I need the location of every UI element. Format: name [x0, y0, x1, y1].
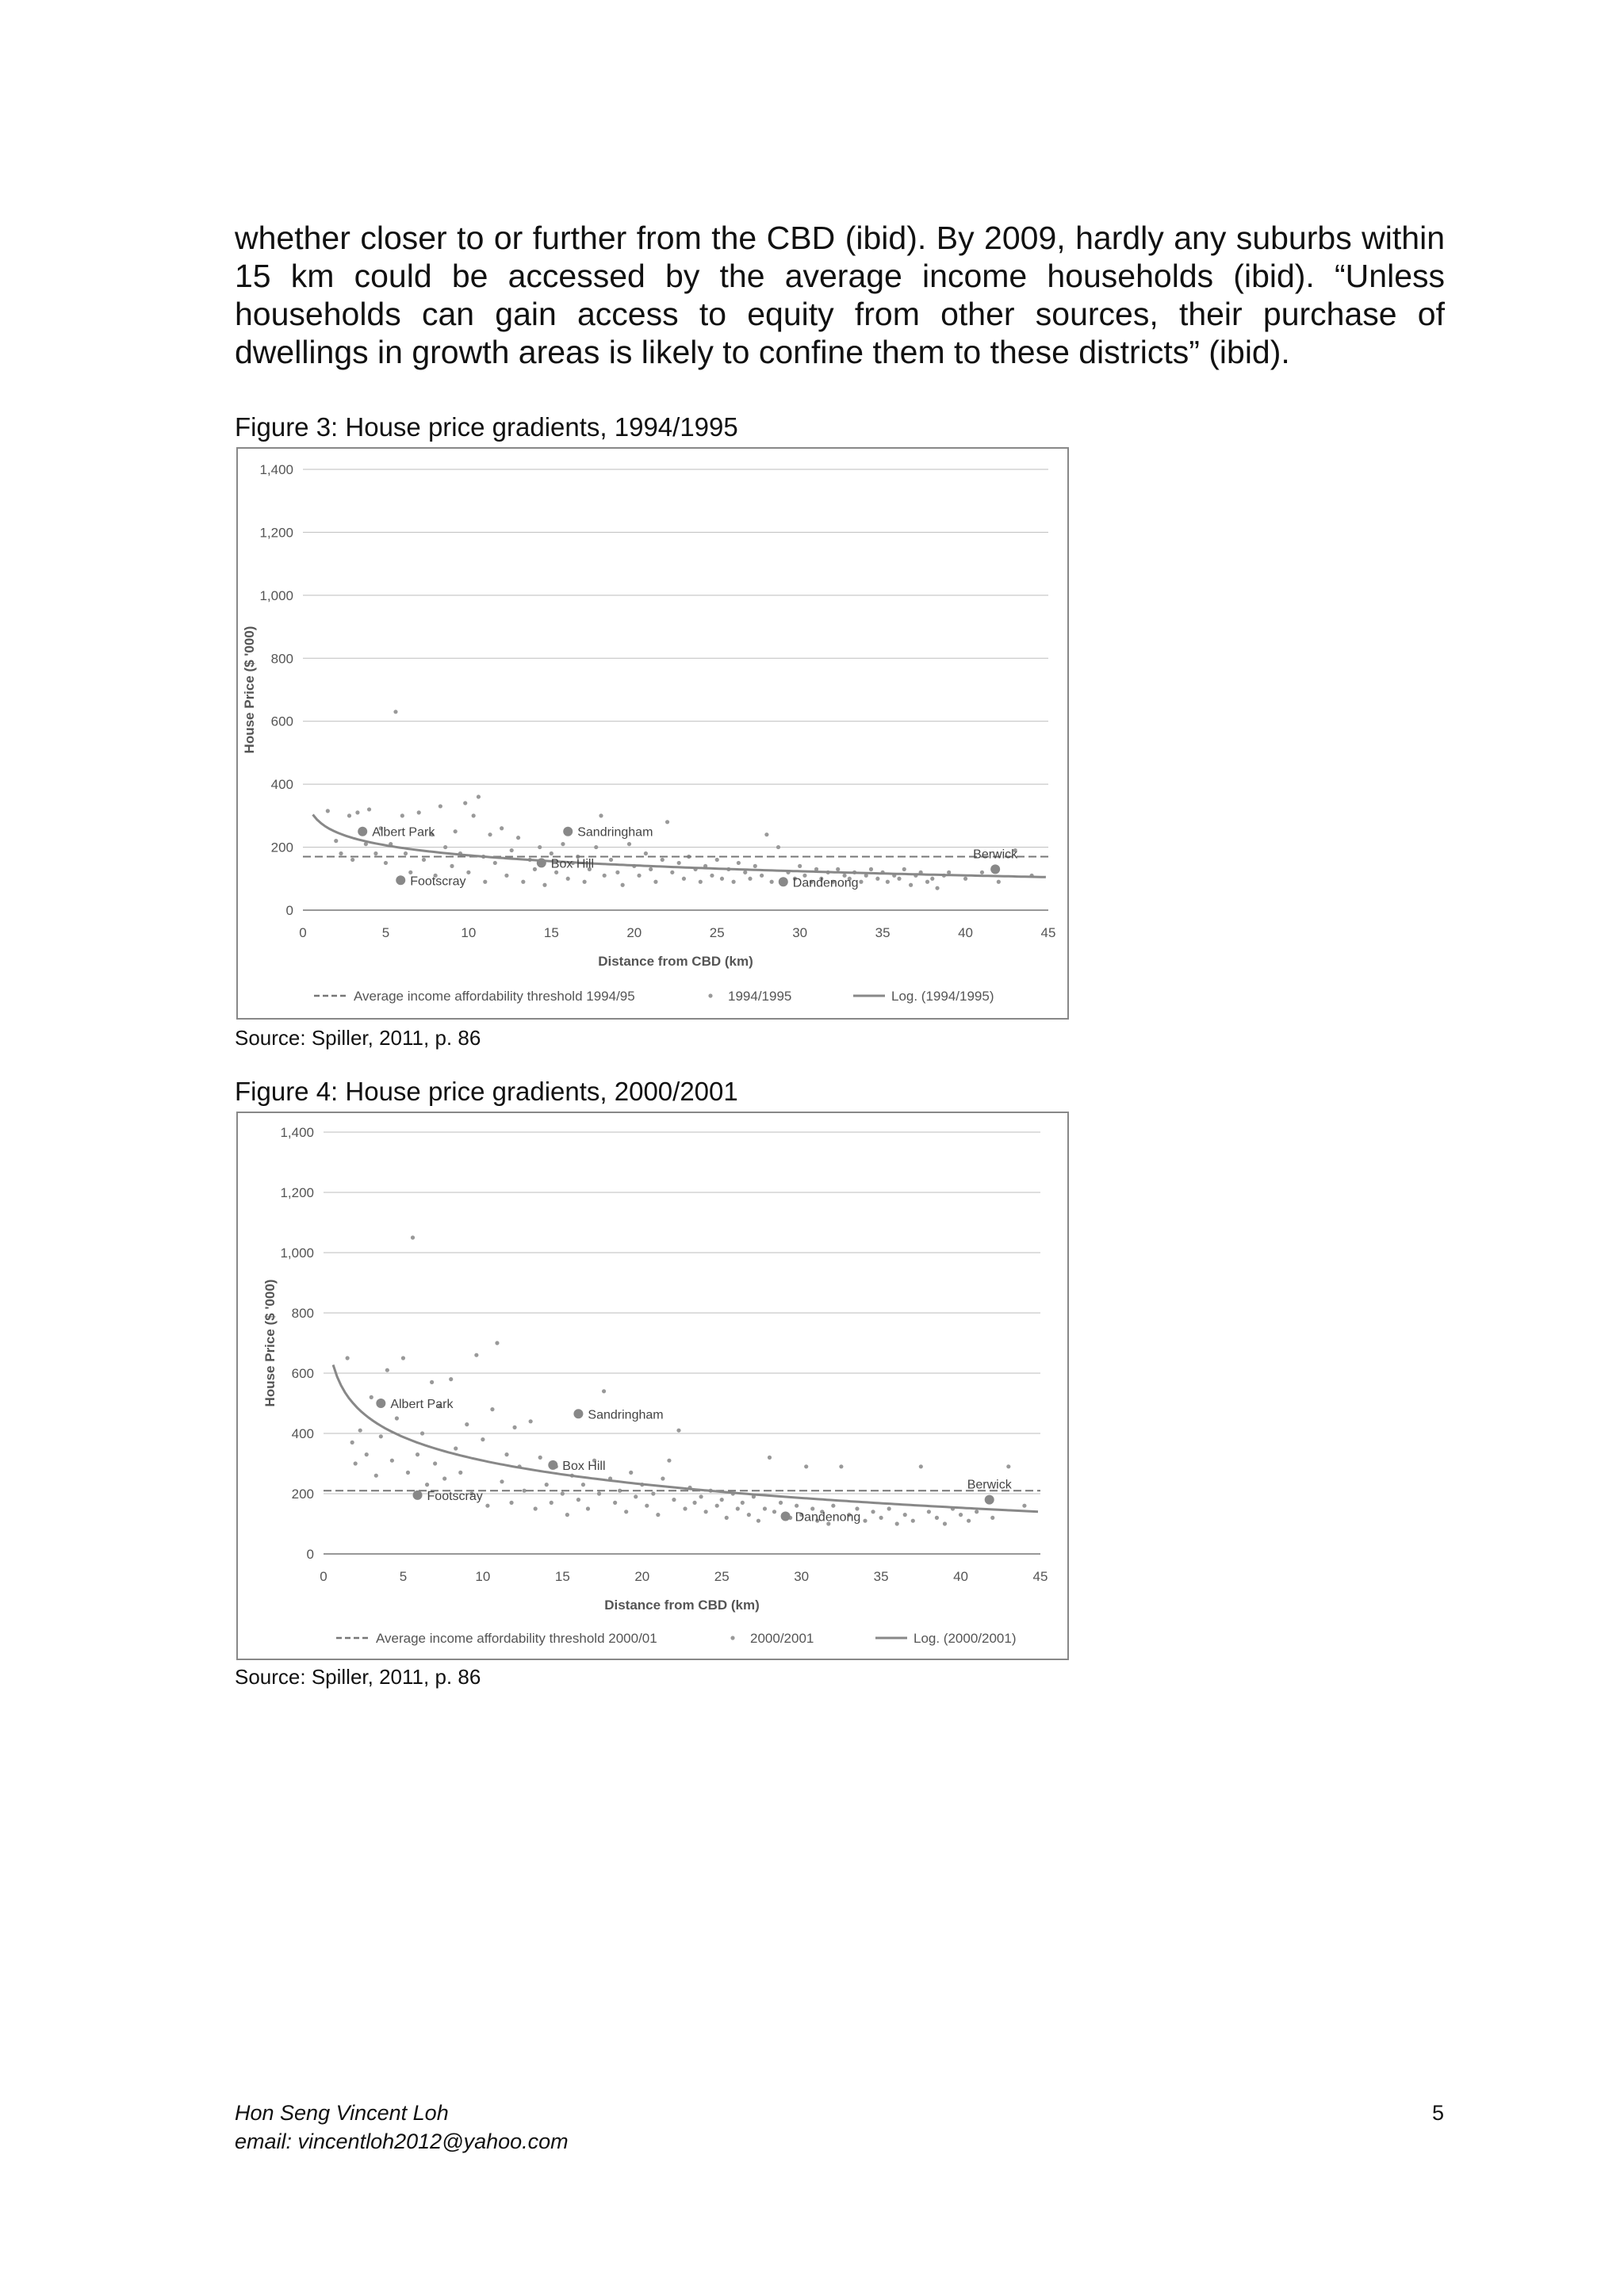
c4-data-point: [634, 1494, 638, 1498]
c4-data-point: [379, 1434, 383, 1438]
c4-data-point: [586, 1506, 590, 1510]
c4-data-point: [656, 1513, 660, 1517]
c3-log-trendline: [313, 815, 1046, 878]
c4-labeled-point: [781, 1512, 791, 1521]
c4-data-point: [485, 1504, 489, 1508]
c3-data-point: [355, 810, 359, 814]
c4-data-point: [676, 1429, 680, 1433]
c3-data-point: [859, 880, 863, 884]
c3-data-point: [661, 858, 665, 862]
c3-data-point: [477, 794, 481, 798]
c4-labeled-point: [985, 1495, 994, 1505]
c4-legend-threshold-label: Average income affordability threshold 2000/01: [376, 1631, 657, 1646]
c4-data-point: [795, 1504, 799, 1508]
c4-point-label: Dandenong: [795, 1510, 861, 1525]
c4-data-point: [504, 1452, 508, 1456]
c4-xtick-label: 20: [634, 1569, 650, 1584]
c4-data-point: [725, 1516, 729, 1520]
c4-data-point: [550, 1501, 553, 1505]
c4-data-point: [406, 1471, 410, 1475]
c3-data-point: [677, 861, 681, 865]
c3-labeled-point: [396, 875, 405, 885]
c4-data-point: [401, 1356, 405, 1360]
c3-legend-trend-label: Log. (1994/1995): [891, 989, 994, 1004]
c3-xtick-label: 25: [709, 925, 725, 940]
c3-xtick-label: 20: [626, 925, 642, 940]
c4-data-point: [358, 1429, 362, 1433]
c4-data-point: [346, 1356, 350, 1360]
c3-data-point: [682, 877, 686, 881]
c4-data-point: [495, 1341, 499, 1345]
footer-email: email: vincentloh2012@yahoo.com: [235, 2130, 569, 2153]
c3-ytick-label: 1,400: [259, 462, 293, 477]
c4-data-point: [763, 1506, 767, 1510]
c3-data-point: [980, 871, 984, 874]
c4-labeled-point: [548, 1460, 557, 1470]
c4-ytick-label: 800: [291, 1306, 314, 1321]
c3-data-point: [615, 871, 619, 874]
c3-labeled-point: [563, 827, 573, 836]
c3-data-point: [670, 871, 674, 874]
c4-data-point: [613, 1501, 617, 1505]
c4-data-point: [672, 1498, 676, 1502]
c3-data-point: [963, 877, 967, 881]
c4-data-point: [839, 1464, 843, 1468]
c4-data-point: [756, 1519, 760, 1523]
c3-xtick-label: 40: [958, 925, 974, 940]
c3-ytick-label: 200: [270, 840, 293, 855]
c3-ytick-label: 400: [270, 777, 293, 793]
c4-data-point: [661, 1476, 665, 1480]
c3-data-point: [997, 880, 1001, 884]
c3-data-point: [760, 874, 764, 878]
c4-data-point: [651, 1491, 655, 1495]
c4-data-point: [545, 1483, 549, 1487]
c4-data-point: [692, 1501, 696, 1505]
c3-data-point: [621, 883, 625, 887]
c4-data-point: [454, 1446, 458, 1450]
c4-labeled-point: [413, 1490, 423, 1500]
c3-data-point: [500, 826, 504, 830]
c3-data-point: [909, 883, 913, 887]
c4-data-point: [990, 1516, 994, 1520]
c4-data-point: [581, 1483, 585, 1487]
c3-data-point: [326, 809, 330, 813]
c3-ytick-label: 0: [285, 903, 293, 918]
c3-point-label: Footscray: [410, 874, 466, 889]
c4-data-point: [683, 1506, 687, 1510]
figure3-svg: [238, 449, 1067, 1018]
c4-data-point: [411, 1235, 415, 1239]
c4-data-point: [509, 1501, 513, 1505]
c4-legend-trend-label: Log. (2000/2001): [914, 1631, 1017, 1646]
c4-data-point: [911, 1519, 915, 1523]
c4-data-point: [565, 1513, 569, 1517]
footer-author: Hon Seng Vincent Loh: [235, 2101, 449, 2125]
c4-data-point: [390, 1459, 394, 1463]
figure3-source: Source: Spiller, 2011, p. 86: [235, 1026, 481, 1050]
c4-data-point: [704, 1510, 708, 1513]
c3-data-point: [393, 710, 397, 714]
c4-xtick-label: 10: [475, 1569, 491, 1584]
c4-xtick-label: 0: [320, 1569, 327, 1584]
c3-xtick-label: 35: [875, 925, 891, 940]
c3-data-point: [334, 839, 338, 843]
c3-data-point: [603, 874, 607, 878]
c3-data-point: [521, 880, 525, 884]
c4-data-point: [365, 1452, 369, 1456]
c3-data-point: [583, 880, 587, 884]
c3-data-point: [339, 851, 343, 855]
c4-data-point: [1022, 1504, 1026, 1508]
c4-data-point: [927, 1510, 931, 1513]
c4-data-point: [943, 1521, 947, 1525]
c3-data-point: [404, 851, 408, 855]
c4-data-point: [465, 1422, 469, 1426]
c3-data-point: [347, 813, 351, 817]
c4-xtick-label: 40: [953, 1569, 969, 1584]
c3-data-point: [367, 807, 371, 811]
c4-xtick-label: 25: [714, 1569, 730, 1584]
c3-data-point: [902, 867, 906, 871]
c3-data-point: [350, 858, 354, 862]
c4-data-point: [474, 1353, 478, 1357]
c3-legend-points-label: 1994/1995: [728, 989, 792, 1004]
c4-ytick-label: 1,000: [280, 1246, 314, 1261]
c4-data-point: [374, 1474, 378, 1478]
c3-data-point: [935, 886, 939, 890]
c4-data-point: [629, 1471, 633, 1475]
c3-legend-points-swatch: [708, 993, 712, 997]
c3-ytick-label: 1,200: [259, 525, 293, 541]
c4-data-point: [430, 1380, 434, 1384]
c3-data-point: [538, 845, 542, 849]
c4-data-point: [395, 1416, 399, 1420]
c4-data-point: [871, 1510, 875, 1513]
c3-data-point: [504, 874, 508, 878]
c4-data-point: [804, 1464, 808, 1468]
figure4-svg: [238, 1113, 1067, 1659]
c4-xtick-label: 15: [554, 1569, 570, 1584]
c4-data-point: [741, 1501, 745, 1505]
c3-xtick-label: 45: [1040, 925, 1056, 940]
c4-data-point: [863, 1519, 867, 1523]
c3-data-point: [488, 832, 492, 836]
figure4-chart: [236, 1112, 1069, 1660]
c4-point-label: Sandringham: [588, 1408, 664, 1422]
c4-data-point: [523, 1489, 527, 1493]
c4-data-point: [481, 1437, 485, 1441]
c4-data-point: [500, 1479, 504, 1483]
c3-labeled-point: [358, 827, 367, 836]
c3-data-point: [627, 842, 631, 846]
c4-ytick-label: 1,400: [280, 1125, 314, 1140]
c3-point-label: Box Hill: [550, 857, 595, 871]
c3-data-point: [699, 880, 703, 884]
c4-data-point: [831, 1504, 835, 1508]
page-number: 5: [1432, 2101, 1445, 2125]
figure3-chart: [236, 447, 1069, 1020]
c4-data-point: [645, 1504, 649, 1508]
c4-x-axis-label: Distance from CBD (km): [604, 1598, 760, 1613]
c4-data-point: [350, 1441, 354, 1445]
c3-data-point: [653, 880, 657, 884]
c3-x-axis-label: Distance from CBD (km): [598, 954, 753, 969]
c3-data-point: [516, 836, 520, 840]
c4-data-point: [720, 1498, 724, 1502]
c4-xtick-label: 5: [399, 1569, 408, 1584]
figure4-source: Source: Spiller, 2011, p. 86: [235, 1665, 481, 1689]
c4-data-point: [667, 1459, 671, 1463]
c3-data-point: [454, 829, 458, 833]
c4-y-axis-label: House Price ($ '000): [262, 1279, 278, 1407]
c4-data-point: [1006, 1464, 1010, 1468]
c4-data-point: [624, 1510, 628, 1513]
c4-legend-points-label: 2000/2001: [750, 1631, 814, 1646]
c4-data-point: [597, 1491, 601, 1495]
c4-point-label: Berwick: [967, 1478, 1012, 1492]
c4-legend-points-swatch: [730, 1636, 734, 1640]
c4-data-point: [772, 1510, 776, 1513]
c3-data-point: [554, 871, 558, 874]
c3-data-point: [930, 877, 934, 881]
c4-xtick-label: 30: [794, 1569, 810, 1584]
c3-data-point: [609, 858, 613, 862]
c4-data-point: [433, 1461, 437, 1465]
c3-data-point: [417, 810, 421, 814]
c4-xtick-label: 35: [873, 1569, 889, 1584]
c3-y-axis-label: House Price ($ '000): [242, 626, 257, 754]
c3-point-label: Berwick: [973, 848, 1018, 862]
c3-xtick-label: 10: [461, 925, 477, 940]
c3-data-point: [720, 877, 724, 881]
c4-data-point: [561, 1491, 565, 1495]
c3-data-point: [422, 858, 426, 862]
c3-point-label: Sandringham: [577, 825, 653, 840]
c3-data-point: [710, 874, 714, 878]
c4-data-point: [967, 1519, 971, 1523]
c3-data-point: [925, 880, 929, 884]
c3-data-point: [493, 861, 497, 865]
c4-data-point: [490, 1407, 494, 1411]
c3-data-point: [400, 813, 404, 817]
c3-data-point: [947, 871, 951, 874]
c3-data-point: [439, 804, 442, 808]
c4-ytick-label: 400: [291, 1426, 314, 1441]
c3-ytick-label: 800: [270, 651, 293, 667]
c4-data-point: [919, 1464, 923, 1468]
c3-data-point: [665, 820, 669, 824]
c3-data-point: [715, 858, 719, 862]
c4-data-point: [895, 1521, 899, 1525]
c3-labeled-point: [537, 858, 546, 867]
c4-data-point: [975, 1510, 979, 1513]
c4-xtick-label: 45: [1032, 1569, 1048, 1584]
c3-data-point: [737, 861, 741, 865]
c3-data-point: [776, 845, 780, 849]
figure3-caption: Figure 3: House price gradients, 1994/1995: [235, 412, 738, 442]
c4-data-point: [576, 1498, 580, 1502]
c3-data-point: [510, 848, 514, 852]
c4-data-point: [602, 1389, 606, 1393]
c3-data-point: [594, 845, 598, 849]
c3-data-point: [450, 864, 454, 868]
c4-point-label: Albert Park: [390, 1398, 454, 1411]
c4-data-point: [458, 1471, 462, 1475]
c3-data-point: [542, 883, 546, 887]
figure4-caption: Figure 4: House price gradients, 2000/2001: [235, 1077, 738, 1106]
c3-data-point: [764, 832, 768, 836]
c3-data-point: [886, 880, 890, 884]
c4-data-point: [512, 1425, 516, 1429]
c3-data-point: [753, 864, 757, 868]
c4-data-point: [768, 1456, 772, 1460]
c4-data-point: [442, 1476, 446, 1480]
c4-data-point: [736, 1506, 740, 1510]
c3-point-label: Albert Park: [372, 825, 435, 840]
c3-data-point: [637, 874, 641, 878]
c4-data-point: [747, 1513, 751, 1517]
c4-data-point: [385, 1368, 389, 1372]
c3-xtick-label: 5: [381, 925, 390, 940]
c3-data-point: [472, 813, 476, 817]
c4-data-point: [779, 1501, 783, 1505]
c4-data-point: [534, 1506, 538, 1510]
c3-data-point: [463, 801, 467, 805]
c4-data-point: [449, 1377, 453, 1381]
c4-data-point: [370, 1395, 373, 1399]
c3-data-point: [384, 861, 388, 865]
c4-data-point: [935, 1516, 939, 1520]
c4-data-point: [425, 1483, 429, 1487]
c4-point-label: Box Hill: [562, 1459, 606, 1473]
c4-data-point: [529, 1419, 533, 1423]
c4-data-point: [879, 1516, 883, 1520]
body-paragraph: whether closer to or further from the CBD (ibid). By 2009, hardly any suburbs within 15 km could be accessed by the average income households (ibid). “Unless households can gain access to equity from other sources, their purchase of dwellings in growth areas is likely to confine them to these districts” (ibid).: [235, 220, 1445, 370]
c4-ytick-label: 600: [291, 1366, 314, 1381]
c3-data-point: [599, 813, 603, 817]
c4-ytick-label: 1,200: [280, 1185, 314, 1200]
c4-ytick-label: 0: [306, 1547, 314, 1562]
c3-data-point: [533, 867, 537, 871]
c3-data-point: [869, 867, 873, 871]
c3-data-point: [561, 842, 565, 846]
c3-data-point: [408, 871, 412, 874]
c3-data-point: [644, 851, 648, 855]
c3-data-point: [743, 871, 747, 874]
c4-data-point: [887, 1506, 891, 1510]
c3-data-point: [748, 877, 752, 881]
c3-data-point: [466, 871, 470, 874]
c4-data-point: [699, 1494, 703, 1498]
c4-labeled-point: [573, 1409, 583, 1418]
c4-data-point: [903, 1513, 907, 1517]
c3-xtick-label: 30: [792, 925, 808, 940]
c3-legend-threshold-label: Average income affordability threshold 1994/95: [354, 989, 635, 1004]
c3-data-point: [836, 867, 840, 871]
c4-data-point: [959, 1513, 963, 1517]
c3-labeled-point: [990, 864, 1000, 874]
c3-ytick-label: 600: [270, 714, 293, 729]
c4-data-point: [715, 1504, 719, 1508]
c3-data-point: [483, 880, 487, 884]
c3-xtick-label: 0: [299, 925, 307, 940]
c4-point-label: Footscray: [427, 1489, 483, 1503]
c3-data-point: [798, 864, 802, 868]
c3-data-point: [550, 851, 553, 855]
c3-data-point: [373, 851, 377, 855]
c3-data-point: [649, 867, 653, 871]
c3-xtick-label: 15: [543, 925, 559, 940]
c3-labeled-point: [779, 877, 788, 886]
c4-data-point: [420, 1431, 424, 1435]
c3-ytick-label: 1,000: [259, 587, 293, 603]
c3-data-point: [732, 880, 736, 884]
c4-data-point: [354, 1461, 358, 1465]
c3-point-label: Dandenong: [792, 876, 859, 890]
c4-ytick-label: 200: [291, 1487, 314, 1502]
c3-data-point: [443, 845, 447, 849]
c4-data-point: [538, 1456, 542, 1460]
c4-labeled-point: [376, 1399, 385, 1408]
c3-data-point: [566, 877, 570, 881]
c3-data-point: [875, 877, 879, 881]
c3-data-point: [897, 877, 901, 881]
c4-data-point: [416, 1452, 419, 1456]
c3-data-point: [770, 880, 774, 884]
